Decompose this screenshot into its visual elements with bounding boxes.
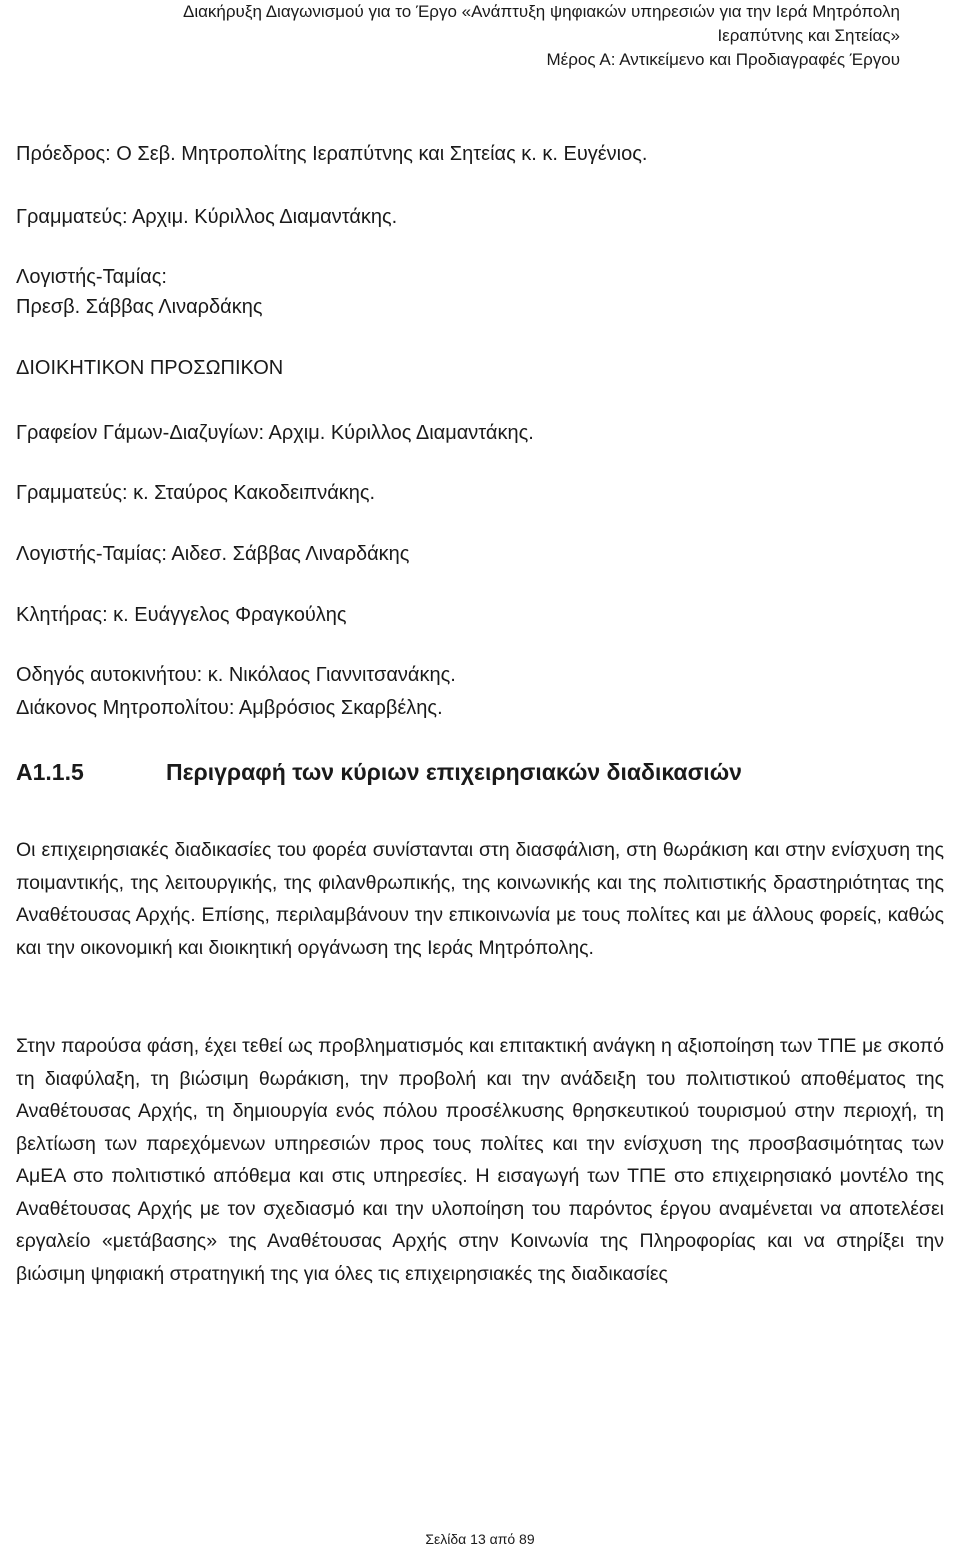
marriage-office-line: Γραφείον Γάμων-Διαζυγίων: Αρχιμ. Κύριλλος Διαμαντάκης. — [16, 422, 534, 444]
header-subtitle: Μέρος Α: Αντικείμενο και Προδιαγραφές Έργου — [546, 50, 900, 69]
deacon-line: Διάκονος Μητροπολίτου: Αμβρόσιος Σκαρβέλης. — [16, 697, 443, 719]
treasurer-label: Λογιστής-Ταμίας: — [16, 266, 167, 288]
section-heading — [16, 757, 944, 787]
treasurer-name: Πρεσβ. Σάββας Λιναρδάκης — [16, 296, 263, 318]
bailiff-line: Κλητήρας: κ. Ευάγγελος Φραγκούλης — [16, 604, 347, 626]
secretary-line: Γραμματεύς: Αρχιμ. Κύριλλος Διαμαντάκης. — [16, 206, 398, 228]
section-title: Περιγραφή των κύριων επιχειρησιακών διαδικασιών — [166, 759, 742, 785]
driver-line: Οδηγός αυτοκινήτου: κ. Νικόλαος Γιαννιτσανάκης. — [16, 664, 456, 686]
president-line: Πρόεδρος: Ο Σεβ. Μητροπολίτης Ιεραπύτνης και Σητείας κ. κ. Ευγένιος. — [16, 143, 648, 165]
paragraph-ict-strategy: Στην παρούσα φάση, έχει τεθεί ως προβληματισμός και επιτακτική ανάγκη η αξιοποίηση των ΤΠΕ με σκοπό τη διαφύλαξη, τη βιώσιμη θωράκιση, την προβολή και την ανάδειξη του πολιτιστικού αποθέματος της Αναθέτουσας Αρχής, τη δημιουργία ενός πόλου προσέλκυσης θρησκευτικού τουρισμού στην περιοχή, τη βελτίωση των παρεχόμενων υπηρεσιών προς τους πολίτες και την ενίσχυση της προσβασιμότητας των ΑμΕΑ στο πολιτιστικό απόθεμα και στις υπηρεσίες. Η εισαγωγή των ΤΠΕ στο επιχειρησιακό μοντέλο της Αναθέτουσας Αρχής με τον σχεδιασμό και την υλοποίηση του παρόντος έργου αναμένεται να αποτελέσει εργαλείο «μετάβασης» της Αναθέτουσας Αρχής στην Κοινωνία της Πληροφορίας και να στηρίξει την βιώσιμη ψηφιακή στρατηγική της για όλες τις επιχειρησιακές της διαδικασίες — [16, 1035, 944, 1285]
staff-secretary-line: Γραμματεύς: κ. Σταύρος Κακοδειπνάκης. — [16, 482, 376, 504]
staff-treasurer-line: Λογιστής-Ταμίας: Αιδεσ. Σάββας Λιναρδάκης — [16, 543, 410, 565]
header-title-line-1: Διακήρυξη Διαγωνισμού για το Έργο «Ανάπτυξη ψηφιακών υπηρεσιών για την Ιερά Μητρόπολη — [182, 2, 900, 21]
paragraph-processes: Οι επιχειρησιακές διαδικασίες του φορέα συνίστανται στη διασφάλιση, στη θωράκιση και στην ενίσχυση της ποιμαντικής, της λειτουργικής, της φιλανθρωπικής, της κοινωνικής και της πολιτιστικής δραστηριότητας της Αναθέτουσας Αρχής. Επίσης, περιλαμβάνουν την επικοινωνία με τους πολίτες και με άλλους φορείς, καθώς και την οικονομική και διοικητική οργάνωση της Ιεράς Μητρόπολης. — [16, 839, 944, 959]
section-number: Α1.1.5 — [16, 759, 84, 785]
header-title-line-2: Ιεραπύτνης και Σητείας» — [717, 26, 900, 45]
page-header — [20, 0, 900, 72]
page-number-footer: Σελίδα 13 από 89 — [425, 1531, 535, 1547]
admin-staff-heading: ΔΙΟΙΚΗΤΙΚΟΝ ΠΡΟΣΩΠΙΚΟΝ — [16, 357, 284, 379]
